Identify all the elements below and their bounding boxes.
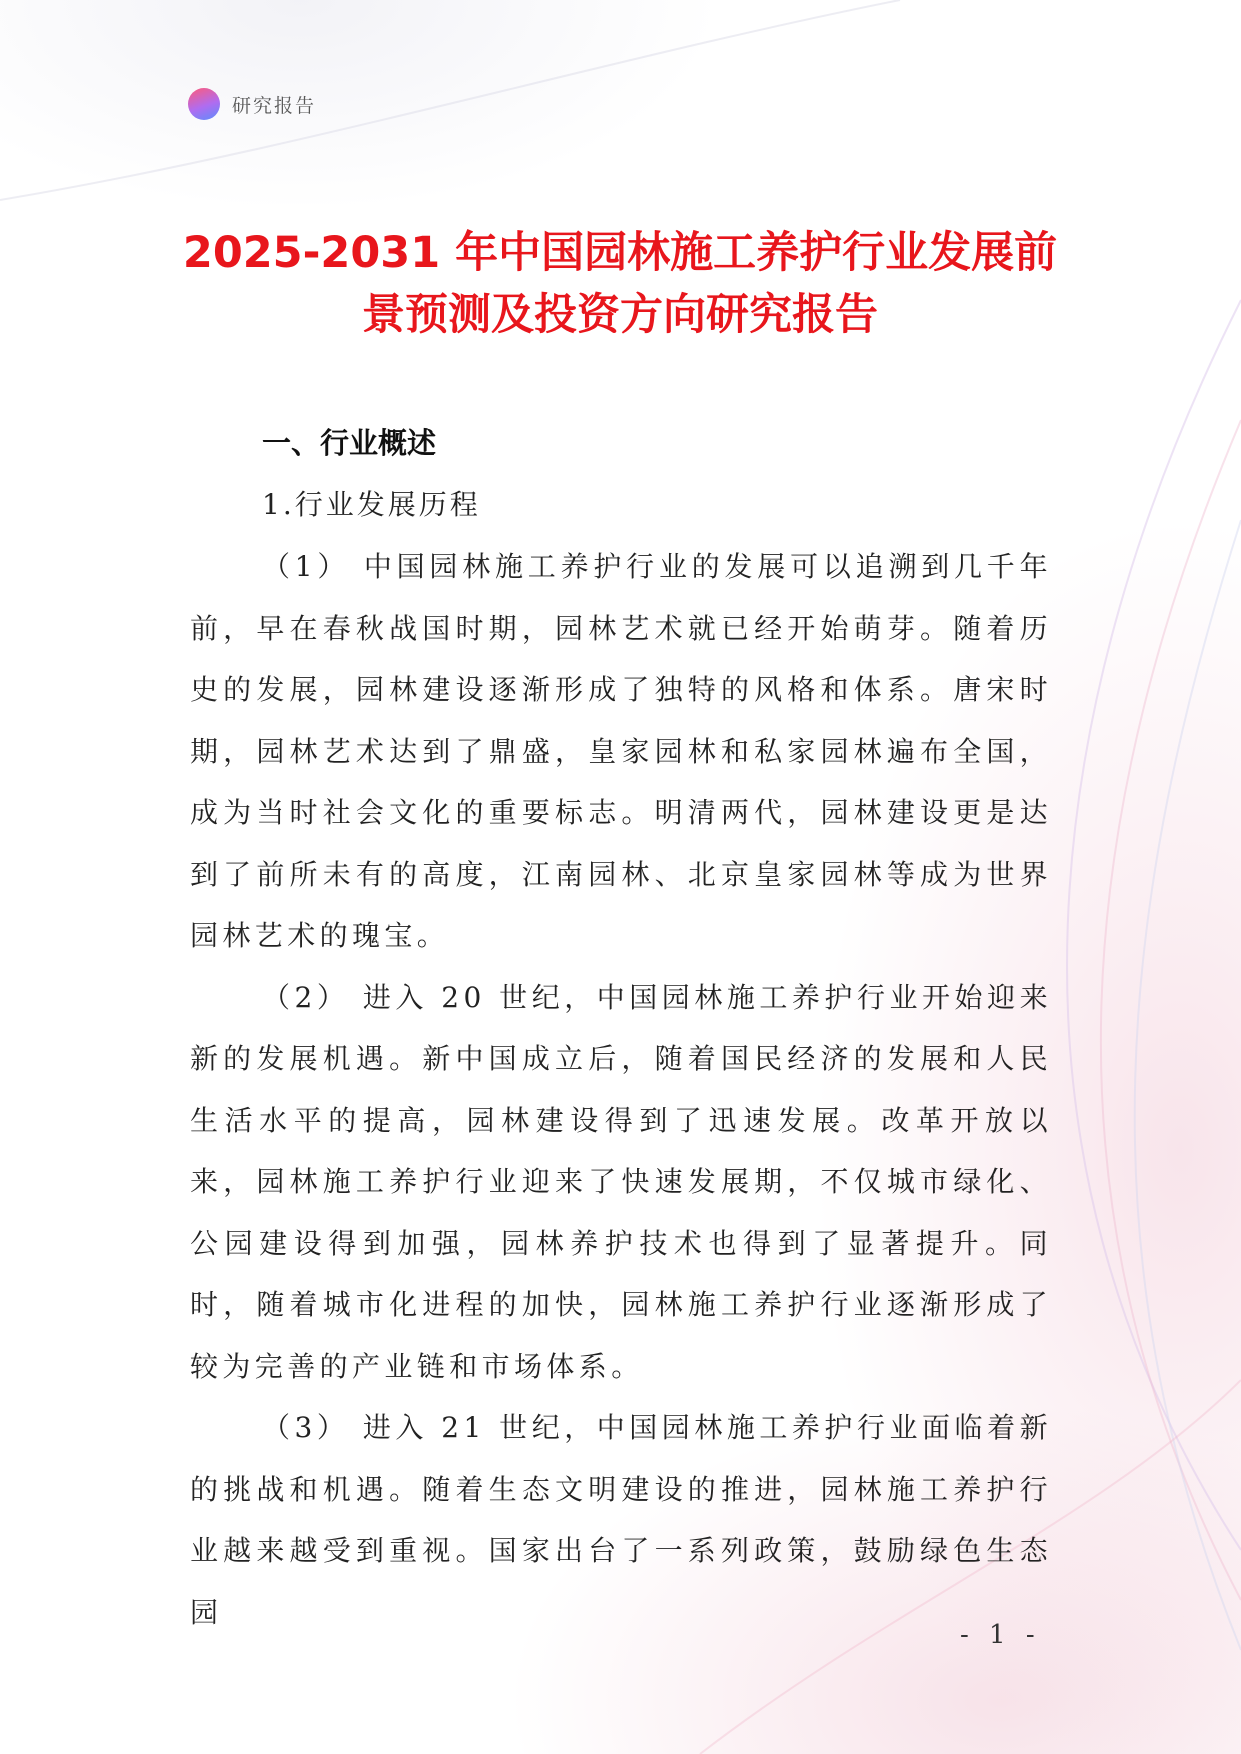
title-line-1: 2025-2031 年中国园林施工养护行业发展前 xyxy=(182,228,1058,278)
document-body xyxy=(190,412,1052,1643)
title-line-2: 景预测及投资方向研究报告 xyxy=(362,290,878,340)
paragraph-2: （2） 进入 20 世纪，中国园林施工养护行业开始迎来新的发展机遇。新中国成立后，随着国民经济的发展和人民生活水平的提高，园林建设得到了迅速发展。改革开放以来，园林施工养护行业迎来了快速发展期，不仅城市绿化、公园建设得到加强，园林养护技术也得到了显著提升。同时，随着城市化进程的加快，园林施工养护行业逐渐形成了较为完善的产业链和市场体系。 xyxy=(190,980,1052,1383)
paragraph-1: （1） 中国园林施工养护行业的发展可以追溯到几千年前，早在春秋战国时期，园林艺术就已经开始萌芽。随着历史的发展，园林建设逐渐形成了独特的风格和体系。唐宋时期，园林艺术达到了鼎盛，皇家园林和私家园林遍布全国，成为当时社会文化的重要标志。明清两代，园林建设更是达到了前所未有的高度，江南园林、北京皇家园林等成为世界园林艺术的瑰宝。 xyxy=(190,550,1052,952)
sub-heading: 1.行业发展历程 xyxy=(262,488,481,521)
document-title xyxy=(150,222,1090,346)
section-heading: 一、行业概述 xyxy=(262,426,437,460)
page-number: - 1 - xyxy=(960,1620,1041,1650)
paragraph-3: （3） 进入 21 世纪，中国园林施工养护行业面临着新的挑战和机遇。随着生态文明建设的推进，园林施工养护行业越来越受到重视。国家出台了一系列政策，鼓励绿色生态园 xyxy=(190,1411,1052,1629)
report-header xyxy=(188,88,316,120)
logo-icon xyxy=(188,88,220,120)
header-label: 研究报告 xyxy=(232,94,317,117)
